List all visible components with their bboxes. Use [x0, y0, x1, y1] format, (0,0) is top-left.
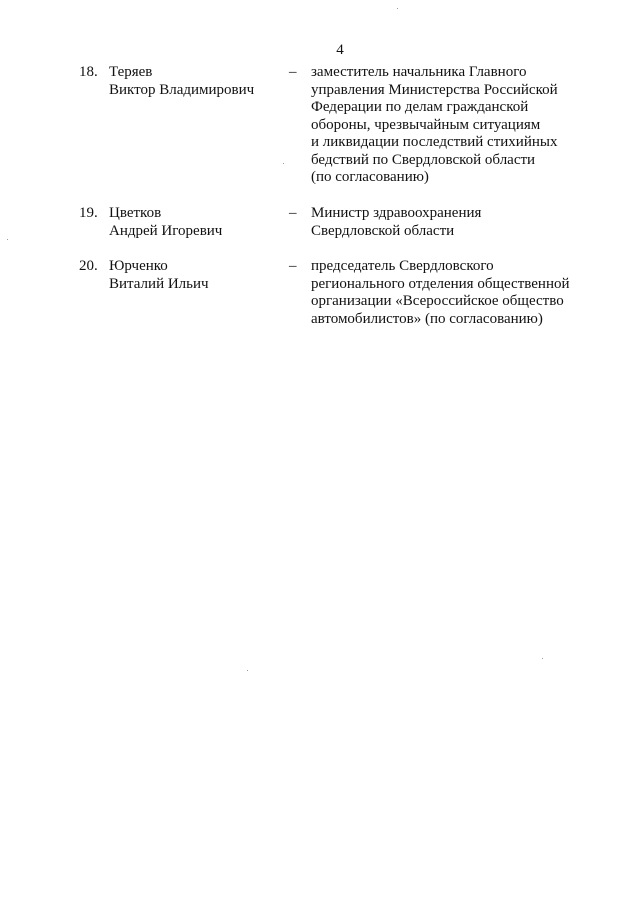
- page-number: 4: [336, 42, 344, 58]
- position-line: Министр здравоохранения: [311, 205, 482, 221]
- position-line: организации «Всероссийское общество: [311, 293, 564, 309]
- surname: Теряев: [109, 64, 153, 80]
- position-line: и ликвидации последствий стихийных: [311, 134, 558, 150]
- dash-separator: –: [289, 258, 297, 274]
- entry-number: 20.: [79, 258, 98, 274]
- list-item-18: [0, 64, 640, 205]
- dash-separator: –: [289, 205, 297, 221]
- position-line: заместитель начальника Главного: [311, 64, 527, 80]
- given-names: Виктор Владимирович: [109, 81, 255, 98]
- entry-number: 18.: [79, 64, 98, 80]
- member-position: [311, 258, 611, 328]
- scan-speck: [247, 670, 248, 671]
- surname: Цветков: [109, 205, 162, 221]
- list-item-20: [0, 258, 640, 328]
- member-position: [311, 64, 611, 187]
- list-item-19: [0, 205, 640, 258]
- position-line: регионального отделения общественной: [311, 275, 570, 292]
- position-line: обороны, чрезвычайным ситуациям: [311, 116, 541, 133]
- entry-number: 19.: [79, 205, 98, 221]
- member-name: [109, 258, 279, 293]
- member-name: [109, 64, 279, 99]
- member-name: [109, 205, 279, 240]
- scan-speck: [397, 8, 398, 9]
- position-line: председатель Свердловского: [311, 258, 494, 274]
- position-line: управления Министерства Российской: [311, 81, 558, 98]
- given-names: Виталий Ильич: [109, 275, 209, 292]
- scan-speck: [542, 658, 543, 659]
- position-line: Свердловской области: [311, 222, 455, 239]
- scan-speck: [7, 239, 8, 240]
- scan-speck: [283, 163, 284, 164]
- position-line: автомобилистов» (по согласованию): [311, 310, 543, 327]
- member-position: [311, 205, 611, 240]
- given-names: Андрей Игоревич: [109, 222, 223, 239]
- position-line: бедствий по Свердловской области: [311, 151, 536, 168]
- surname: Юрченко: [109, 258, 168, 274]
- member-list: [0, 64, 640, 328]
- position-line: (по согласованию): [311, 169, 429, 185]
- dash-separator: –: [289, 64, 297, 80]
- position-line: Федерации по делам гражданской: [311, 99, 529, 115]
